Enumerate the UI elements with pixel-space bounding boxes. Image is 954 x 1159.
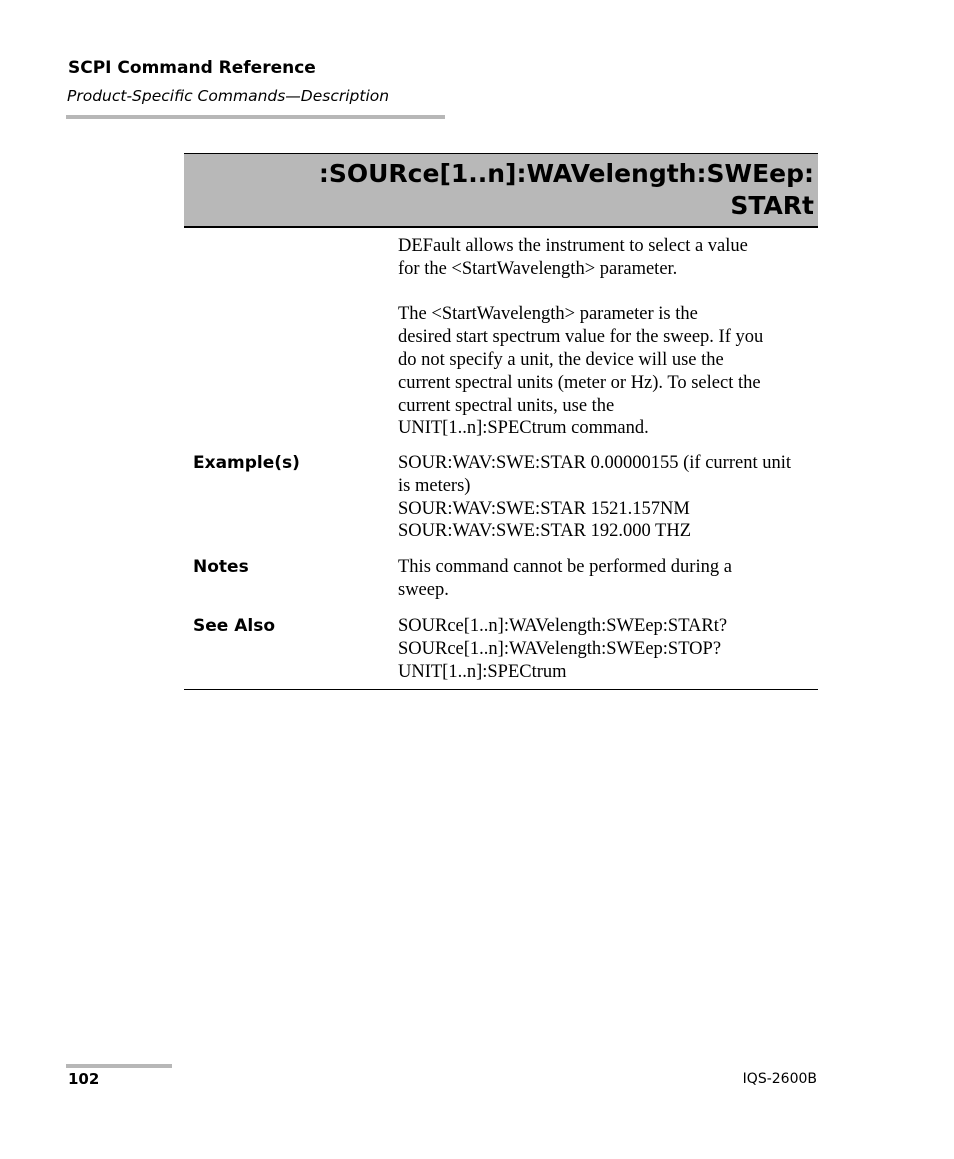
see-also-label: See Also bbox=[193, 616, 276, 636]
description-line: desired start spectrum value for the sweep. If you bbox=[398, 327, 764, 348]
header-divider bbox=[66, 115, 445, 119]
product-name: IQS-2600B bbox=[742, 1071, 817, 1087]
description-line bbox=[398, 281, 818, 304]
page-number: 102 bbox=[68, 1070, 100, 1088]
see-also-line: SOURce[1..n]:WAVelength:SWEep:STOP? bbox=[398, 638, 722, 659]
notes-line: This command cannot be performed during a bbox=[398, 557, 732, 577]
description-line: The <StartWavelength> parameter is the bbox=[398, 304, 698, 325]
description-line: current spectral units, use the bbox=[398, 395, 615, 416]
table-bottom-rule bbox=[184, 689, 818, 690]
command-description bbox=[398, 235, 818, 440]
running-header-title: SCPI Command Reference bbox=[68, 58, 316, 78]
footer-divider bbox=[66, 1064, 172, 1068]
see-also-line: UNIT[1..n]:SPECtrum bbox=[398, 661, 567, 682]
notes-content bbox=[398, 556, 818, 602]
description-line: DEFault allows the instrument to select a value bbox=[398, 236, 748, 256]
example-line: is meters) bbox=[398, 475, 471, 496]
notes-label: Notes bbox=[193, 557, 249, 577]
see-also-line: SOURce[1..n]:WAVelength:SWEep:STARt? bbox=[398, 616, 728, 636]
notes-line: sweep. bbox=[398, 579, 449, 600]
description-line: do not specify a unit, the device will use the bbox=[398, 349, 724, 370]
command-title bbox=[319, 158, 814, 222]
command-title-line: STARt bbox=[730, 191, 814, 220]
command-title-line: :SOURce[1..n]:WAVelength:SWEep: bbox=[318, 159, 814, 188]
description-line: for the <StartWavelength> parameter. bbox=[398, 258, 678, 279]
example-line: SOUR:WAV:SWE:STAR 192.000 THZ bbox=[398, 521, 692, 542]
see-also-content bbox=[398, 615, 818, 683]
description-line: current spectral units (meter or Hz). To select the bbox=[398, 372, 761, 393]
example-line: SOUR:WAV:SWE:STAR 0.00000155 (if current unit bbox=[398, 453, 791, 473]
example-line: SOUR:WAV:SWE:STAR 1521.157NM bbox=[398, 498, 690, 519]
description-line: UNIT[1..n]:SPECtrum command. bbox=[398, 418, 649, 439]
command-banner bbox=[184, 153, 818, 228]
examples-content bbox=[398, 452, 818, 543]
examples-label: Example(s) bbox=[193, 453, 300, 473]
running-header-subtitle: Product-Specific Commands—Description bbox=[67, 87, 390, 105]
